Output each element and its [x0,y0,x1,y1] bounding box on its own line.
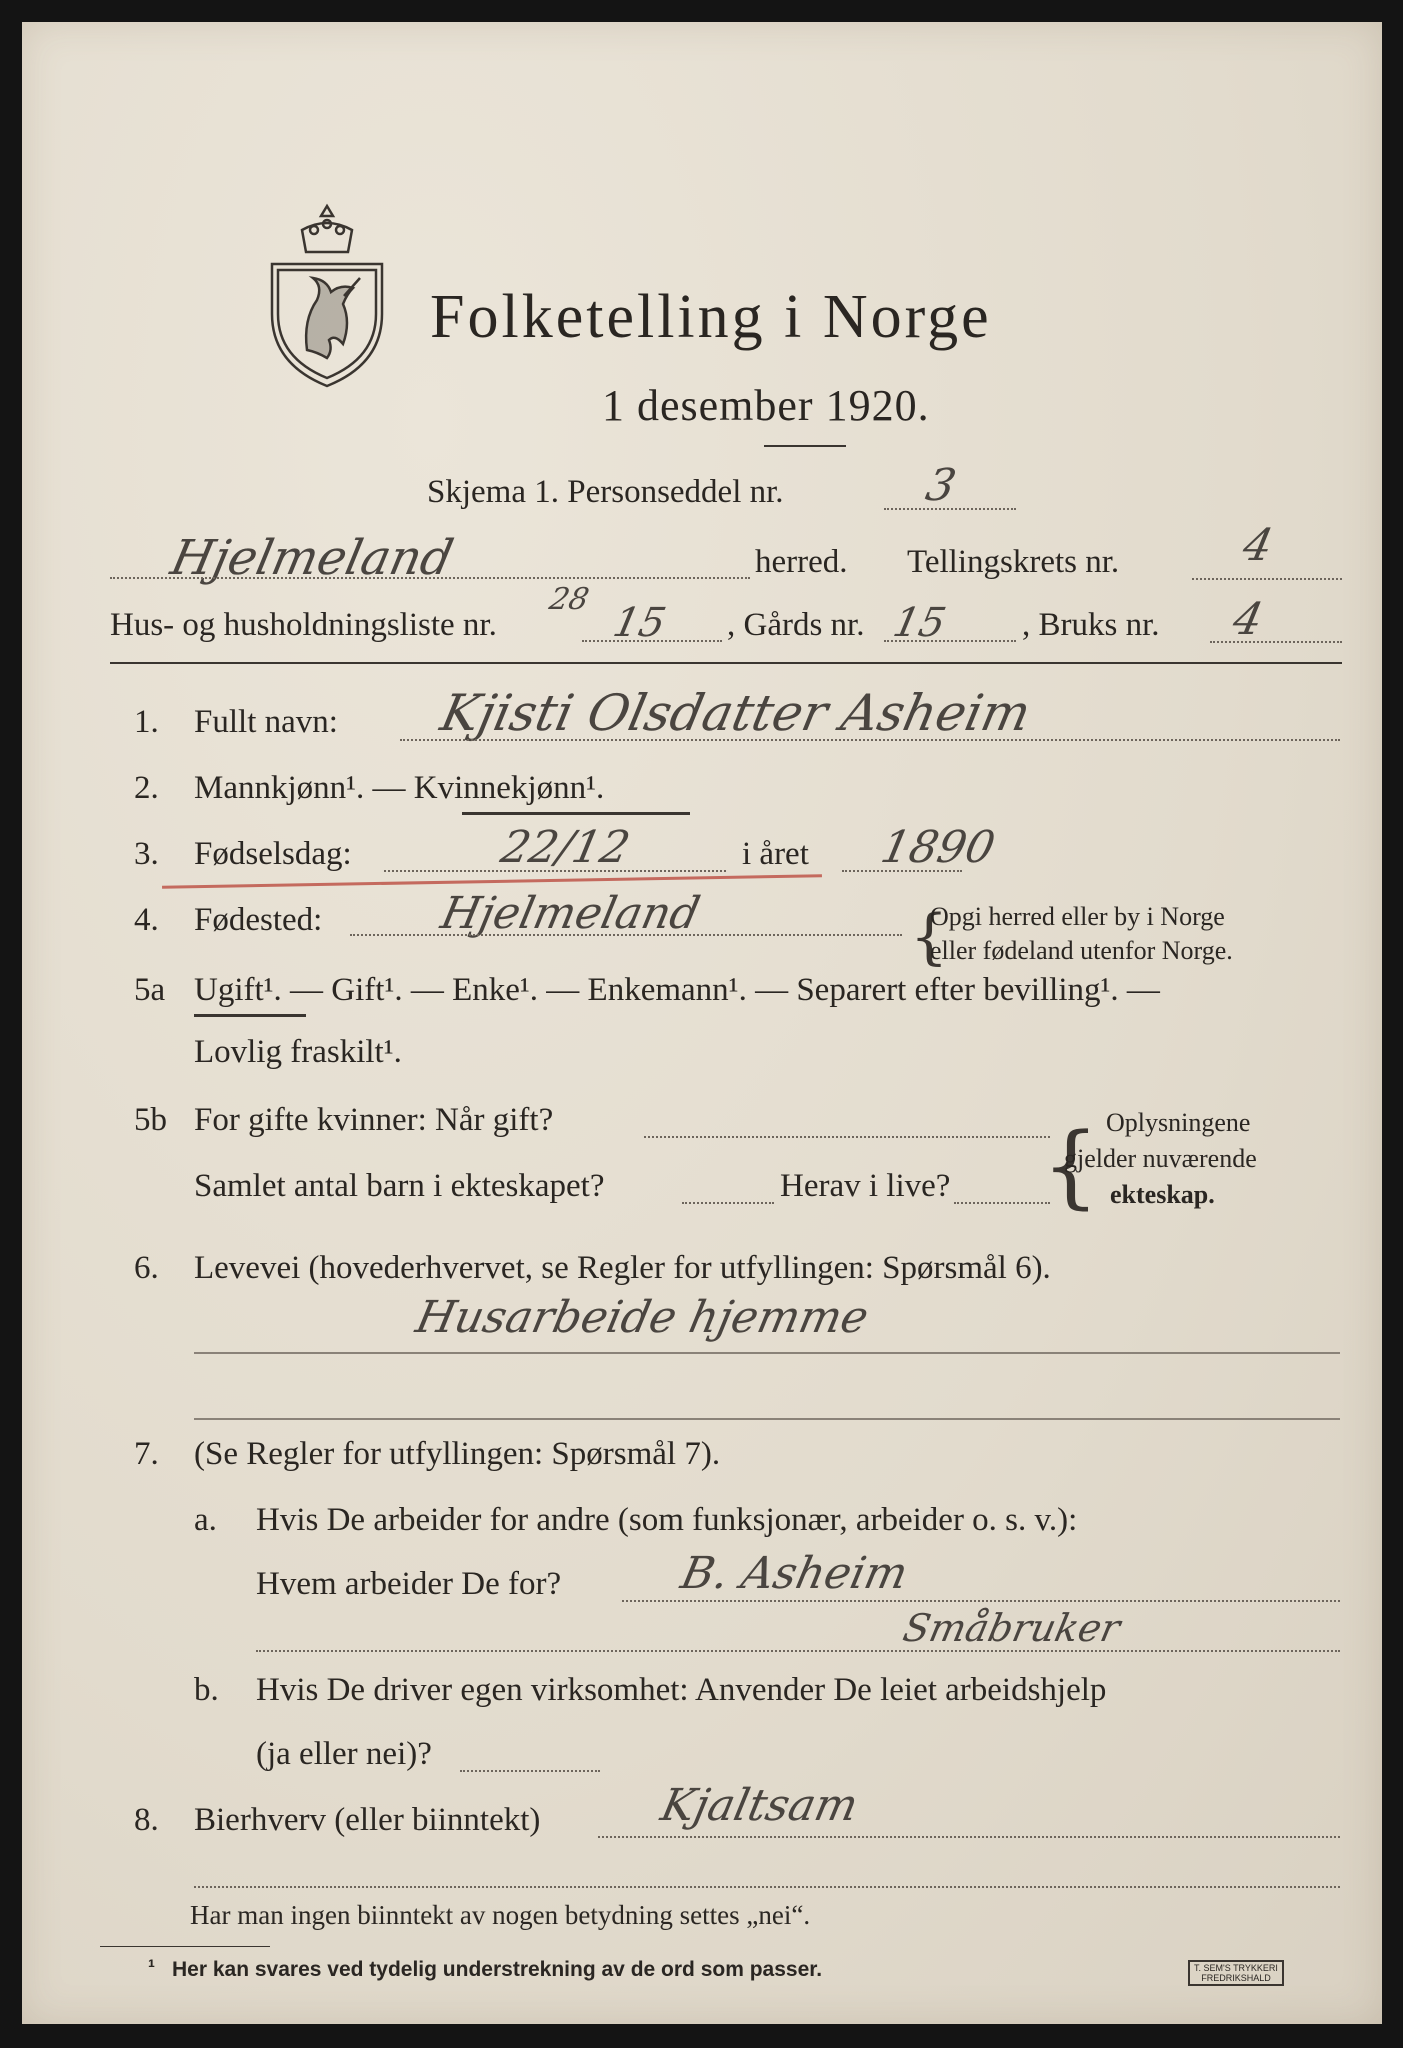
employer-value-2[interactable]: Småbruker [899,1606,1125,1650]
ugift-underline [194,1014,306,1017]
employer-field-line [622,1600,1340,1602]
birth-year-value[interactable]: 1890 [876,822,1000,873]
title-divider [764,445,846,447]
q5b-note-line3: ekteskap. [1110,1180,1215,1209]
footnote-text: Her kan svares ved tydelig understrekning av de ord som passer. [172,1958,823,1981]
q3-label: Fødselsdag: [194,836,352,872]
husliste-label: Hus- og husholdningsliste nr. [110,607,497,643]
bruks-field-line [1210,641,1342,643]
gards-field-line [884,640,1016,642]
tellingskrets-label: Tellingskrets nr. [907,544,1120,580]
marital-status-options: Ugift¹. — Gift¹. — Enke¹. — Enkemann¹. — Separert efter bevilling¹. — [194,972,1160,1008]
personseddel-value[interactable]: 3 [921,460,961,511]
q7a-label: Hvis De arbeider for andre (som funksjonær, arbeider o. s. v.): [256,1502,1078,1538]
red-pencil-underline [162,874,822,889]
q1-number: 1. [134,704,159,740]
herred-value[interactable]: Hjelmeland [166,530,458,586]
married-when-label: For gifte kvinner: Når gift? [194,1102,554,1138]
q6-label: Levevei (hovederhvervet, se Regler for utfyllingen: Spørsmål 6). [194,1250,1051,1286]
birth-year-label: i året [742,836,809,872]
side-income-field-line [598,1836,1340,1838]
q6-number: 6. [134,1250,159,1286]
birth-date-value[interactable]: 22/12 [496,822,635,873]
bruks-label: , Bruks nr. [1022,607,1160,643]
herred-label: herred. [755,544,848,580]
footnote-mark: ¹ [148,1956,155,1979]
marital-status-options-2: Lovlig fraskilt¹. [194,1034,402,1070]
no-income-note: Har man ingen biinntekt av nogen betydning settes „nei“. [190,1900,811,1930]
occupation-field-line-1 [194,1352,1340,1354]
kvinnekjonn-underline [462,812,690,815]
norway-coat-of-arms-icon [262,200,392,390]
q3-number: 3. [134,836,159,872]
q7a-letter: a. [194,1502,217,1538]
q2-number: 2. [134,770,159,806]
tellingskrets-value[interactable]: 4 [1238,520,1278,571]
census-date: 1 desember 1920. [602,381,930,430]
q4-label: Fødested: [194,902,323,938]
q7b-letter: b. [194,1672,219,1708]
q5b-note-line2: gjelder nuværende [1064,1144,1257,1173]
children-alive-label: Herav i live? [780,1168,951,1204]
married-when-field-line [644,1136,1050,1138]
q1-label: Fullt navn: [194,704,338,740]
q4-note-line2: eller fødeland utenfor Norge. [930,936,1233,965]
printer-stamp [1188,1960,1284,1986]
printer-stamp-line1: T. SEM'S TRYKKERI [1194,1963,1278,1973]
q4-note-line1: Opgi herred eller by i Norge [930,902,1225,931]
q5b-note-line1: Oplysningene [1106,1108,1251,1137]
gards-value[interactable]: 15 [889,600,950,646]
q8-label: Bierhverv (eller biinntekt) [194,1802,541,1838]
employer-field-line-2 [256,1650,1340,1652]
hired-help-label: (ja eller nei)? [256,1736,432,1772]
birth-date-field-line [384,870,726,872]
q4-number: 4. [134,902,159,938]
q5b-number: 5b [134,1102,167,1138]
occupation-value[interactable]: Husarbeide hjemme [411,1292,873,1343]
full-name-value[interactable]: Kjisti Olsdatter Asheim [435,684,1036,742]
husliste-field-line [582,640,722,642]
birthplace-value[interactable]: Hjelmeland [436,888,705,939]
bruks-value[interactable]: 4 [1228,594,1268,645]
birthplace-field-line [350,934,902,936]
personseddel-label: Skjema 1. Personseddel nr. [427,474,784,510]
occupation-field-line-2 [194,1418,1340,1420]
side-income-value[interactable]: Kjaltsam [656,1780,863,1831]
side-income-field-line-2 [194,1886,1340,1888]
q7b-label: Hvis De driver egen virksomhet: Anvender De leiet arbeidshjelp [256,1672,1107,1708]
birth-year-field-line [842,870,962,872]
footnote-divider [100,1946,270,1947]
form-title: Folketelling i Norge [430,283,992,351]
q8-number: 8. [134,1802,159,1838]
census-form-page [22,22,1382,2024]
q7-label: (Se Regler for utfyllingen: Spørsmål 7). [194,1436,721,1472]
header-divider [110,662,1342,664]
gards-label: , Gårds nr. [727,607,865,643]
hired-help-field-line [460,1770,600,1772]
q5a-number: 5a [134,972,166,1008]
q4-note-brace: { [910,902,949,972]
tellingskrets-field-line [1192,578,1342,580]
employer-label: Hvem arbeider De for? [256,1566,562,1602]
husliste-value[interactable]: 15 [609,600,670,646]
herred-field-line [110,577,750,579]
q5b-note-brace: { [1042,1114,1100,1219]
children-alive-field-line [954,1202,1050,1204]
q7-number: 7. [134,1436,159,1472]
husliste-value-top[interactable]: 28 [546,582,592,617]
employer-value[interactable]: B. Asheim [676,1548,913,1599]
children-total-label: Samlet antal barn i ekteskapet? [194,1168,605,1204]
q2-label: Mannkjønn¹. — Kvinnekjønn¹. [194,770,605,806]
full-name-field-line [400,739,1340,741]
children-total-field-line [682,1202,774,1204]
printer-stamp-line2: FREDRIKSHALD [1201,1973,1271,1983]
